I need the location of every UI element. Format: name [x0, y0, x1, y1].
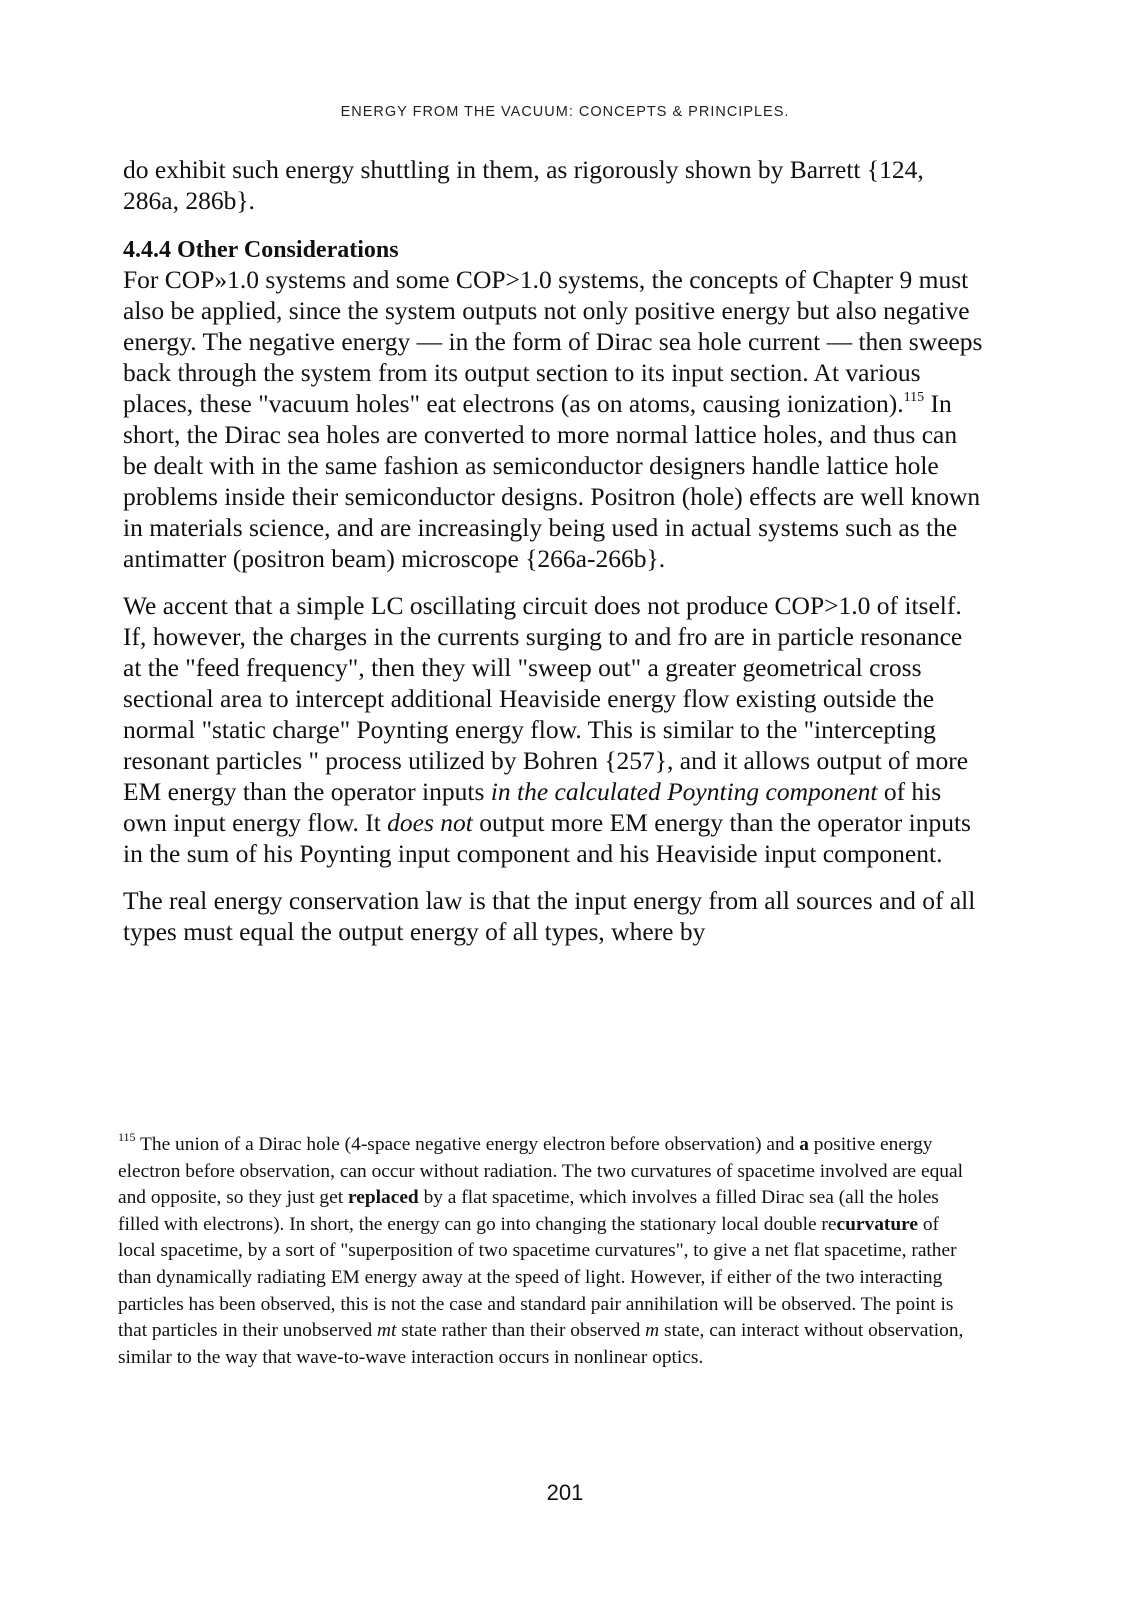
footnote-span: positive energy electron before observation, can occur without radiation. The two curvatures of spacetime involved are equal and opposite, so they just get — [118, 1134, 963, 1209]
footnote-span: of local spacetime, by a sort of "superposition of two spacetime curvatures", to give a net flat spacetime, rather than dynamically radiating EM energy away at the speed of light. However, if either of the two interacting particles has been observed, this is not the case and standard pair annihilation will be observed. The point is that particles in their unobserved — [118, 1213, 957, 1342]
footnote-span: state, can interact without observation, similar to the way that wave-to-wave interaction occurs in nonlinear optics. — [118, 1320, 964, 1368]
paragraph-text: For COP»1.0 systems and some COP>1.0 systems, the concepts of Chapter 9 must also be applied, since the system outputs not only positive energy but also negative energy. The negative energy — in the form of Dirac sea hole current — then sweeps back through the system from its output section to its input section. At various places, these "vacuum holes" eat electrons (as on atoms, causing ionization). — [123, 265, 983, 418]
footnote-span: state rather than their observed — [396, 1320, 646, 1342]
footnote-span: The union of a Dirac hole (4-space negative energy electron before observation) and — [135, 1134, 800, 1155]
bold-text: a — [799, 1134, 809, 1155]
bold-text: replaced — [347, 1187, 419, 1209]
paragraph-text: of his own input energy flow. It — [123, 777, 942, 837]
footnote-reference[interactable]: 115 — [903, 389, 925, 405]
paragraph-text: We accent that a simple LC oscillating circuit does not produce COP>1.0 of itself. If, however, the charges in the currents surging to and fro are in particle resonance at the "feed frequency", then they will "sweep out" a greater geometrical cross sectional area to intercept additional Heaviside energy flow existing outside the normal "static charge" Poynting energy flow. This is similar to the "intercepting resonant particles " process utilized by Bohren {257}, and it allows output of more EM energy than the operator inputs — [123, 591, 969, 806]
paragraph-text: In short, the Dirac sea holes are converted to more normal lattice holes, and thus can be dealt with in the same fashion as semiconductor designers handle lattice hole problems inside their semiconductor designs. Positron (hole) effects are well known in materials science, and are increasingly being used in actual systems such as the antimatter (positron beam) microscope {266a-266b}. — [123, 389, 981, 573]
italic-text: m — [645, 1320, 660, 1342]
emphasis-text: in the calculated Poynting component — [490, 777, 878, 806]
intro-paragraph: do exhibit such energy shuttling in them, as rigorously shown by Barrett {124, 286a, 286b}. — [123, 155, 924, 215]
body-text — [123, 154, 983, 947]
emphasis-text: does not — [387, 808, 473, 837]
running-header: ENERGY FROM THE VACUUM: CONCEPTS & PRINCIPLES. — [340, 104, 790, 120]
footnote — [118, 1129, 978, 1371]
italic-text: mt — [377, 1320, 397, 1342]
page-number: 201 — [546, 1480, 584, 1505]
footnote-span: by a flat spacetime, which involves a filled Dirac sea (all the holes filled with electrons). In short, the energy can go into changing the stationary local double re — [118, 1187, 939, 1235]
paragraph-lc-circuit — [123, 590, 983, 869]
footnote-text — [118, 1129, 978, 1371]
section-heading: 4.4.4 Other Considerations — [123, 237, 399, 263]
footnote-number: 115 — [118, 1129, 136, 1144]
paragraph-other-considerations — [123, 264, 983, 574]
bold-text: curvature — [836, 1213, 918, 1235]
paragraph-text: output more EM energy than the operator inputs in the sum of his Poynting input component and his Heaviside input component. — [123, 808, 971, 868]
paragraph-conservation-law: The real energy conservation law is that the input energy from all sources and of all types must equal the output energy of all types, where by — [123, 886, 976, 946]
